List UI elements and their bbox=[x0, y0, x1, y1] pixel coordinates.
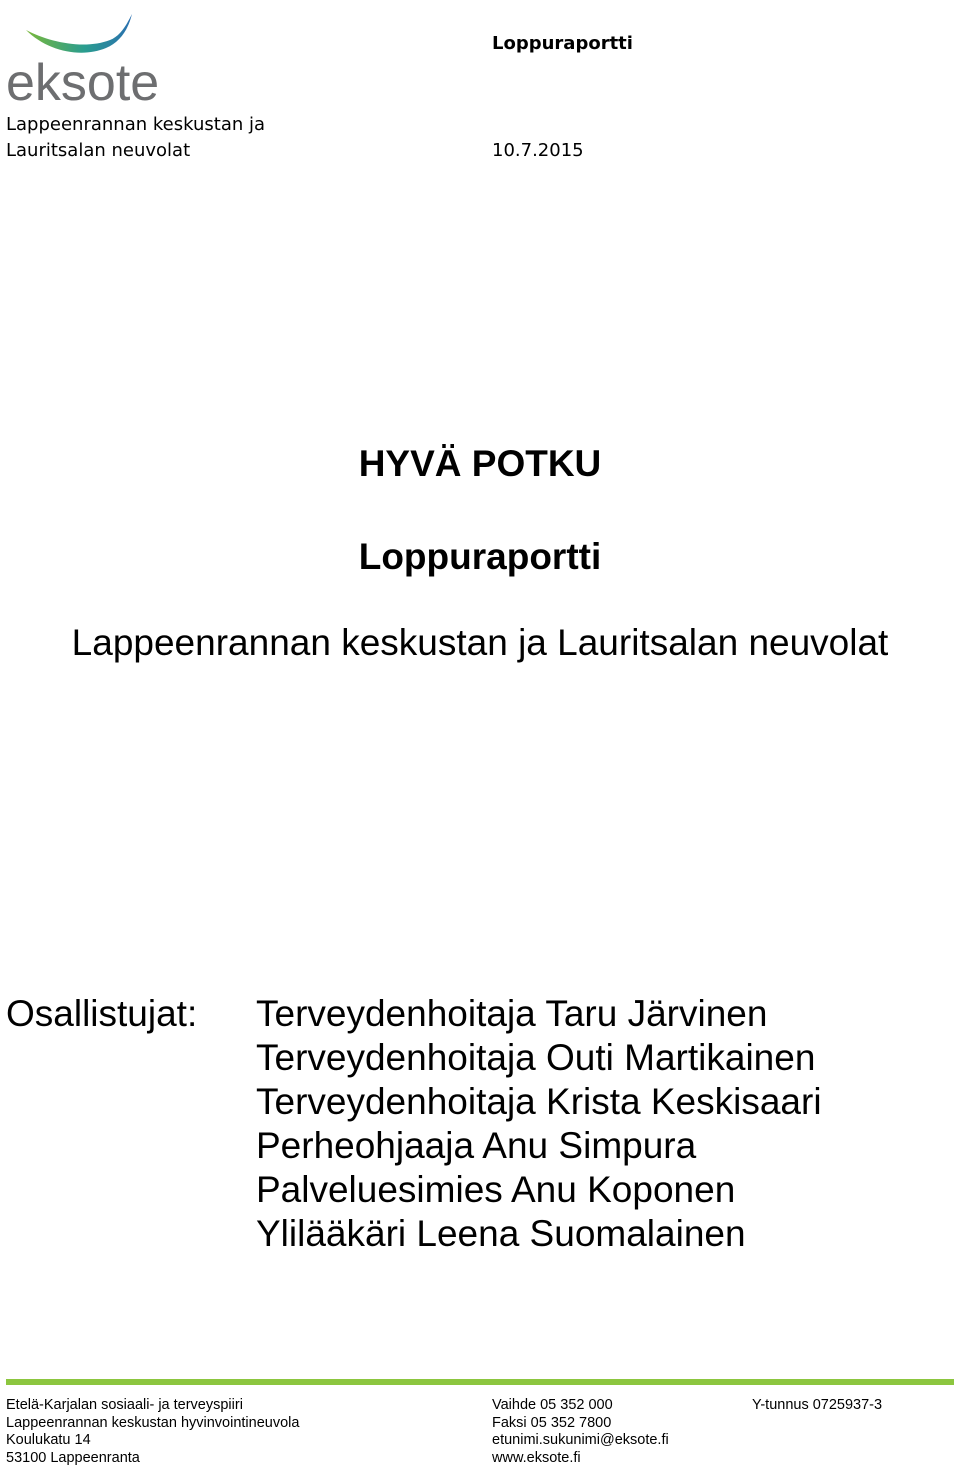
footer-email: etunimi.sukunimi@eksote.fi bbox=[492, 1432, 669, 1448]
footer-contact bbox=[492, 1397, 669, 1467]
footer-divider bbox=[6, 1379, 954, 1385]
eksote-logo bbox=[4, 8, 164, 108]
footer-fax: Faksi 05 352 7800 bbox=[492, 1414, 612, 1431]
header-org-line-1: Lappeenrannan keskustan ja bbox=[6, 114, 266, 135]
footer-address-line: Koulukatu 14 bbox=[6, 1432, 91, 1448]
header-doc-type: Loppuraportti bbox=[492, 33, 633, 54]
logo-wordmark: eksote bbox=[6, 54, 160, 108]
footer-address-line: Etelä-Karjalan sosiaali- ja terveyspiiri bbox=[6, 1397, 243, 1413]
participants-label: Osallistujat: bbox=[6, 993, 198, 1034]
footer-address-line: Lappeenrannan keskustan hyvinvointineuvola bbox=[6, 1414, 300, 1431]
footer-phone: Vaihde 05 352 000 bbox=[492, 1397, 613, 1413]
participant-item: Terveydenhoitaja Krista Keskisaari bbox=[256, 1081, 822, 1122]
participant-item: Ylilääkäri Leena Suomalainen bbox=[256, 1213, 746, 1254]
footer-business-id-text: Y-tunnus 0725937-3 bbox=[752, 1397, 883, 1413]
main-organization: Lappeenrannan keskustan ja Lauritsalan neuvolat bbox=[71, 622, 889, 663]
participant-item: Terveydenhoitaja Taru Järvinen bbox=[256, 993, 768, 1034]
participant-item: Terveydenhoitaja Outi Martikainen bbox=[256, 1037, 816, 1078]
footer-business-id bbox=[752, 1397, 882, 1415]
participants-list bbox=[256, 992, 822, 1256]
participant-item: Palveluesimies Anu Koponen bbox=[256, 1169, 736, 1210]
main-subtitle: Loppuraportti bbox=[358, 536, 602, 577]
footer-address bbox=[6, 1397, 299, 1467]
participant-item: Perheohjaaja Anu Simpura bbox=[256, 1125, 697, 1166]
header-org-line-2: Lauritsalan neuvolat bbox=[6, 140, 191, 161]
logo-swoosh-icon bbox=[26, 14, 132, 53]
footer-website: www.eksote.fi bbox=[492, 1449, 581, 1466]
main-title: HYVÄ POTKU bbox=[358, 443, 602, 484]
footer-address-line: 53100 Lappeenranta bbox=[6, 1449, 140, 1466]
header-date: 10.7.2015 bbox=[492, 140, 584, 161]
